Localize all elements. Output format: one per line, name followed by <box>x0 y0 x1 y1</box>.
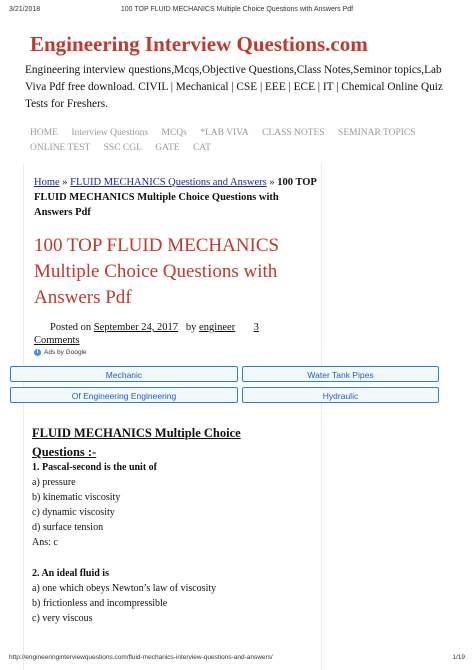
nav-item-cat[interactable]: CAT <box>192 143 211 153</box>
nav-item-online-test[interactable]: ONLINE TEST <box>30 143 91 153</box>
post-title: 100 TOP FLUID MECHANICS Multiple Choice Questions with Answers Pdf <box>34 235 280 308</box>
answer-option: c) very viscous <box>32 613 93 624</box>
section-heading-line1: FLUID MECHANICS Multiple Choice <box>32 426 241 440</box>
breadcrumb-home-link[interactable]: Home <box>34 177 60 188</box>
breadcrumb-separator: » <box>62 177 68 188</box>
ads-by-google[interactable] <box>34 349 87 356</box>
question-block <box>32 460 312 550</box>
section-heading <box>32 424 302 462</box>
answer-option: a) one which obeys Newton’s law of viscosity <box>32 583 217 594</box>
question-text: 2. An ideal fluid is <box>32 568 109 579</box>
answer-key: Ans: c <box>32 537 58 548</box>
nav-item-class-notes[interactable]: CLASS NOTES <box>262 128 325 138</box>
comments-link[interactable]: Comments <box>34 335 80 346</box>
ad-link-button[interactable]: Of Engineering Engineering <box>10 387 238 403</box>
by-label: by <box>185 322 197 333</box>
nav-item-interview-questions[interactable]: Interview Questions <box>71 128 149 138</box>
breadcrumb-category-link[interactable]: FLUID MECHANICS Questions and Answers <box>70 177 267 188</box>
breadcrumb-current: 100 TOP FLUID MECHANICS Multiple Choice Questions with Answers Pdf <box>34 177 317 218</box>
site-title[interactable]: Engineering Interview Questions.com <box>30 32 368 56</box>
question-block <box>32 566 312 626</box>
print-url: http://engineeringinterviewquestions.com/fluid-mechanics-interview-questions-and-answers/ <box>9 654 273 661</box>
nav-item-home[interactable]: HOME <box>30 128 58 138</box>
section-heading-line2: Questions :- <box>32 445 97 459</box>
answer-option: c) dynamic viscosity <box>32 507 115 518</box>
breadcrumb-separator: » <box>269 177 275 188</box>
print-page-number: 1/19 <box>452 654 465 661</box>
nav-item-gate[interactable]: GATE <box>155 143 180 153</box>
comments-count-link[interactable]: 3 <box>253 322 259 333</box>
author-link[interactable]: engineer <box>199 322 236 333</box>
posted-on-label: Posted on <box>50 322 92 333</box>
question-text: 1. Pascal-second is the unit of <box>32 462 157 473</box>
print-title: 100 TOP FLUID MECHANICS Multiple Choice Questions with Answers Pdf <box>120 6 354 13</box>
ads-by-label: Ads by Google <box>44 349 87 356</box>
nav-item-lab-viva[interactable]: *LAB VIVA <box>200 128 249 138</box>
ad-link-button[interactable]: Mechanic <box>10 366 238 382</box>
ad-link-button[interactable]: Hydraulic <box>242 387 439 403</box>
answer-option: b) kinematic viscosity <box>32 492 121 503</box>
answer-option: d) surface tension <box>32 522 104 533</box>
info-icon: i <box>34 349 41 356</box>
answer-option: b) frictionless and incompressible <box>32 598 168 609</box>
answer-option: a) pressure <box>32 477 76 488</box>
site-description: Engineering interview questions,Mcqs,Objective Questions,Class Notes,Seminor topics,Lab Viva Pdf free download. CIVIL | Mechanical | CSE | EEE | ECE | IT | Chemical Online Quiz Tests for Freshers. <box>25 64 443 110</box>
main-nav <box>30 126 440 156</box>
post-date-link[interactable]: September 24, 2017 <box>93 322 179 333</box>
breadcrumb <box>34 175 319 220</box>
ad-link-button[interactable]: Water Tank Pipes <box>242 366 439 382</box>
nav-item-mcqs[interactable]: MCQs <box>161 128 187 138</box>
nav-item-ssc-cgl[interactable]: SSC CGL <box>103 143 142 153</box>
post-meta <box>34 321 319 347</box>
nav-item-seminar-topics[interactable]: SEMINAR TOPICS <box>338 128 416 138</box>
print-date: 3/21/2018 <box>9 6 41 13</box>
